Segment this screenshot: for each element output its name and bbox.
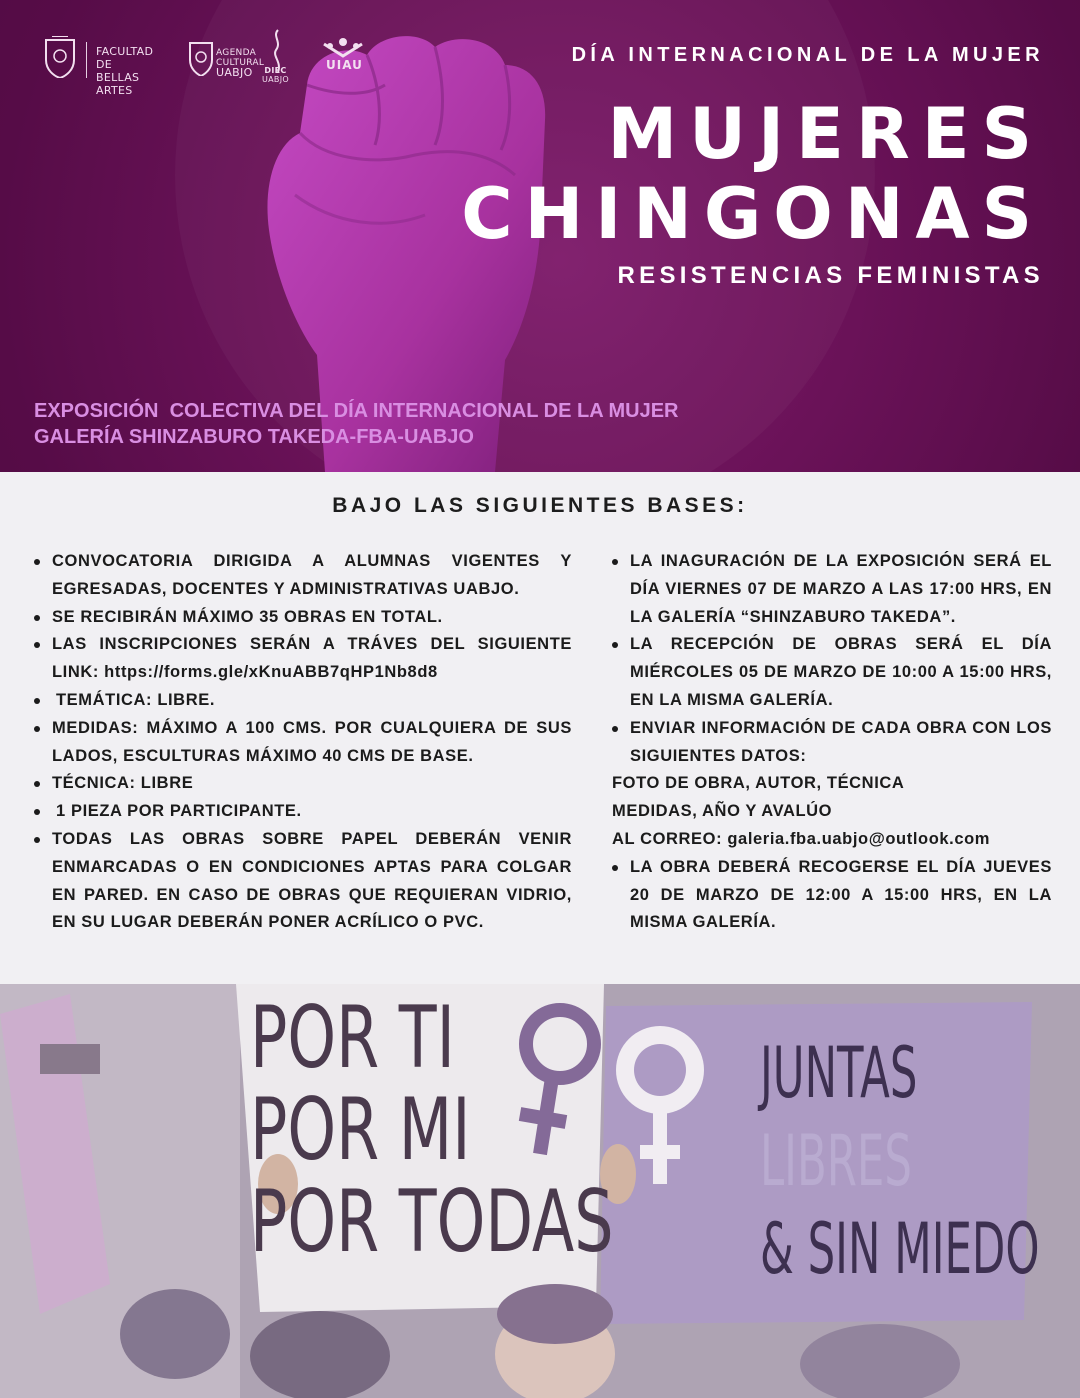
base-subitem: MEDIDAS, AÑO Y AVALÚO bbox=[612, 802, 833, 821]
exhibition-line1: EXPOSICIÓN COLECTIVA DEL DÍA INTERNACIONAL DE LA MUJER bbox=[34, 400, 679, 422]
uabjo-shield-icon bbox=[44, 36, 76, 78]
faculty-line2: BELLAS ARTES bbox=[96, 71, 140, 97]
sign2-line3: & SIN MIEDO bbox=[760, 1208, 1040, 1290]
agenda-shield-icon bbox=[188, 40, 214, 76]
agenda-line1: AGENDA bbox=[216, 48, 257, 58]
uiau-logo-text: UIAU bbox=[326, 58, 363, 72]
bases-heading: BAJO LAS SIGUIENTES BASES: bbox=[332, 494, 748, 517]
sign2-text bbox=[760, 1029, 1039, 1293]
kicker-text: DÍA INTERNACIONAL DE LA MUJER bbox=[571, 44, 1044, 66]
diec-line2: UABJO bbox=[262, 75, 289, 84]
base-item: ENVIAR INFORMACIÓN DE CADA OBRA CON LOS SIGUIENTES DATOS: bbox=[612, 715, 1052, 771]
header-banner bbox=[0, 0, 1080, 472]
base-item: MEDIDAS: MÁXIMO A 100 CMS. POR CUALQUIERA DE SUS LADOS, ESCULTURAS MÁXIMO 40 CMS DE BASE. bbox=[34, 715, 572, 771]
logo-divider bbox=[86, 42, 87, 78]
base-item: TÉCNICA: LIBRE bbox=[34, 770, 572, 798]
subtitle: RESISTENCIAS FEMINISTAS bbox=[617, 262, 1044, 289]
sign2-line1: JUNTAS bbox=[760, 1032, 918, 1114]
faculty-line1: FACULTAD DE bbox=[96, 45, 154, 71]
title-line1: MUJERES bbox=[607, 93, 1044, 175]
sign1-line2: POR MI bbox=[250, 1080, 471, 1180]
base-item: LA OBRA DEBERÁ RECOGERSE EL DÍA JUEVES 20 DE MARZO DE 12:00 A 15:00 HRS, EN LA MISMA GALERÍA. bbox=[612, 854, 1052, 937]
base-item: CONVOCATORIA DIRIGIDA A ALUMNAS VIGENTES Y EGRESADAS, DOCENTES Y ADMINISTRATIVAS UABJO. bbox=[34, 548, 572, 604]
base-subitem: FOTO DE OBRA, AUTOR, TÉCNICA bbox=[612, 774, 905, 793]
uiau-people-icon bbox=[320, 36, 366, 60]
base-item: SE RECIBIRÁN MÁXIMO 35 OBRAS EN TOTAL. bbox=[34, 604, 572, 632]
exhibition-line2: GALERÍA SHINZABURO TAKEDA-FBA-UABJO bbox=[34, 426, 474, 448]
sign1-line1: POR TI bbox=[250, 988, 455, 1088]
diec-logo-text bbox=[262, 66, 289, 84]
agenda-line2: CULTURAL bbox=[216, 58, 265, 68]
base-item: 1 PIEZA POR PARTICIPANTE. bbox=[34, 798, 572, 826]
base-item: TODAS LAS OBRAS SOBRE PAPEL DEBERÁN VENIR ENMARCADAS O EN CONDICIONES APTAS PARA COLGAR EN PARED. EN CASO DE OBRAS QUE REQUIERAN VIDRIO, EN SU LUGAR DEBERÁN PONER ACRÍLICO O PVC. bbox=[34, 826, 572, 937]
exhibition-info bbox=[34, 398, 679, 450]
bases-left-column bbox=[34, 548, 572, 937]
faculty-logo-text bbox=[96, 45, 153, 97]
sign1-line3: POR TODAS bbox=[250, 1172, 614, 1272]
base-subitem-email[interactable]: AL CORREO: galeria.fba.uabjo@outlook.com bbox=[612, 829, 991, 848]
bases-right-column bbox=[612, 548, 1052, 937]
base-item-registration-link[interactable]: LAS INSCRIPCIONES SERÁN A TRÁVES DEL SIGUIENTE LINK: https://forms.gle/xKnuABB7qHP1Nb8d8 bbox=[34, 631, 572, 687]
sign2-line2: LIBRES bbox=[760, 1120, 912, 1202]
sign1-text bbox=[250, 988, 614, 1272]
title-line2: CHINGONAS bbox=[461, 173, 1044, 255]
base-item: LA RECEPCIÓN DE OBRAS SERÁ EL DÍA MIÉRCOLES 05 DE MARZO DE 10:00 A 15:00 HRS, EN LA MISMA GALERÍA. bbox=[612, 631, 1052, 714]
base-item: TEMÁTICA: LIBRE. bbox=[34, 687, 572, 715]
agenda-line3: UABJO bbox=[216, 66, 253, 79]
diec-line1: DIEC bbox=[264, 66, 287, 75]
agenda-logo-text bbox=[216, 48, 264, 78]
base-item: LA INAGURACIÓN DE LA EXPOSICIÓN SERÁ EL DÍA VIERNES 07 DE MARZO A LAS 17:00 HRS, EN LA GALERÍA “SHINZABURO TAKEDA”. bbox=[612, 548, 1052, 631]
protest-photo bbox=[0, 984, 1080, 1398]
